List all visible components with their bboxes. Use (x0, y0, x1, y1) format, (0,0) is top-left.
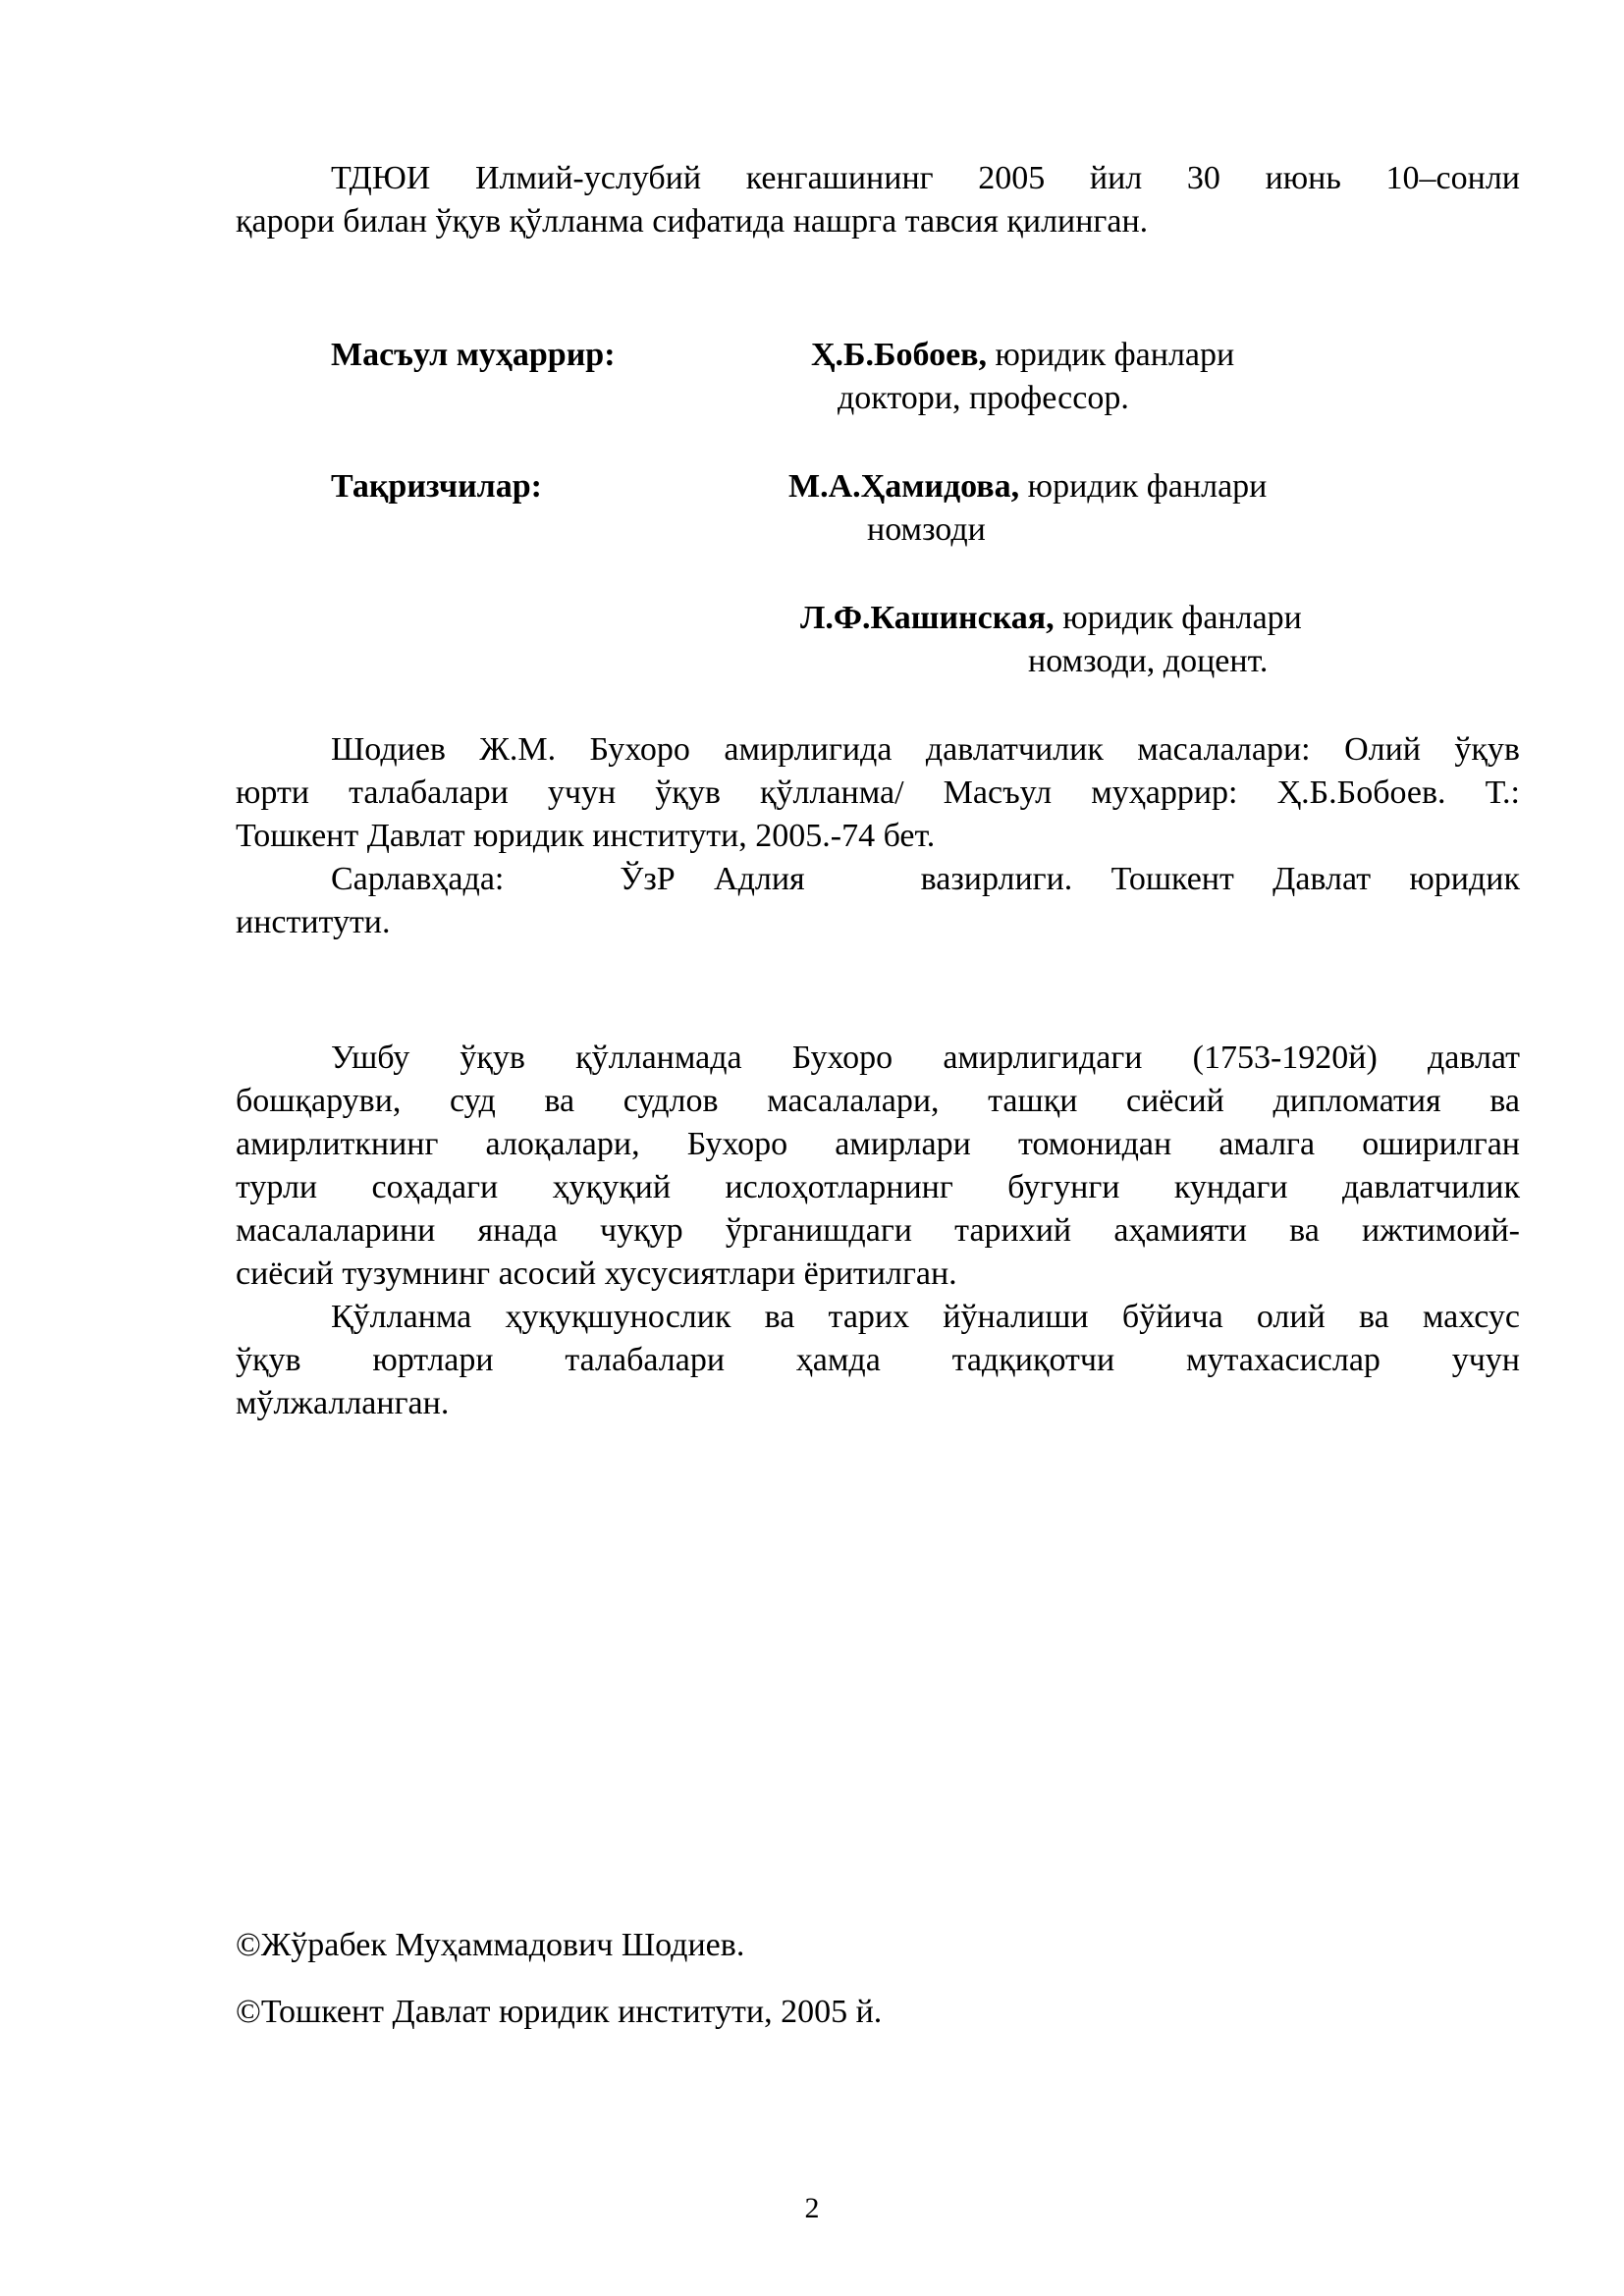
reviewer-entry-1 (788, 465, 1267, 508)
reviewers-role-label: Тақризчилар: (331, 468, 542, 505)
editor-name: Ҳ.Б.Бобоев, (811, 337, 988, 373)
editor-entry (811, 334, 1234, 377)
citation-line-5: институти. (236, 904, 391, 940)
reviewer-2-title-part2: номзоди, доцент. (1028, 643, 1269, 679)
abstract-p1-line: сиёсий тузумнинг асосий хусусиятлари ёритилган. (236, 1255, 957, 1292)
copyright-institute: ©Тошкент Давлат юридик институти, 2005 й. (236, 1994, 883, 2030)
abstract-p1-line: турли соҳадаги ҳуқуқий ислоҳотларнинг бугунги кундаги давлатчилик (236, 1169, 1520, 1205)
abstract-p1-line: бошқаруви, суд ва судлов масалалари, ташқи сиёсий дипломатия ва (236, 1083, 1520, 1119)
abstract-p1-line: амирлиткнинг алоқалари, Бухоро амирлари томонидан амалга оширилган (236, 1126, 1520, 1162)
editor-role-label: Масъул муҳаррир: (331, 337, 616, 373)
reviewer-entry-2 (800, 597, 1302, 640)
editor-title-part2: доктори, профессор. (838, 380, 1129, 416)
abstract-p2-line: ўқув юртлари талабалари ҳамда тадқиқотчи мутахасислар учун (236, 1342, 1520, 1378)
approval-line-2: қарори билан ўқув қўлланма сифатида нашрга тавсия қилинган. (236, 203, 1149, 240)
reviewer-1-title-part1: юридик фанлари (1019, 468, 1268, 505)
abstract-p2-line: Қўлланма ҳуқуқшунослик ва тарих йўналиши бўйича олий ва махсус (331, 1299, 1520, 1335)
reviewer-1-name: М.А.Ҳамидова, (788, 468, 1020, 505)
approval-paragraph (236, 157, 1520, 243)
page-number: 2 (804, 2192, 820, 2224)
reviewer-1-title-part2: номзоди (867, 511, 986, 548)
reviewer-2-name: Л.Ф.Кашинская, (800, 600, 1055, 636)
citation-line-3: Тошкент Давлат юридик институти, 2005.-74 бет. (236, 818, 936, 854)
abstract-paragraph-2 (236, 1296, 1520, 1425)
abstract-p2-line: мўлжалланган. (236, 1385, 450, 1421)
reviewer-2-title-part1: юридик фанлари (1054, 600, 1302, 636)
approval-line-1: ТДЮИ Илмий-услубий кенгашининг 2005 йил 30 июнь 10–сонли (331, 160, 1520, 196)
copyright-author: ©Жўрабек Муҳаммадович Шодиев. (236, 1927, 745, 1963)
editor-title-part1: юридик фанлари (987, 337, 1235, 373)
citation-line-1: Шодиев Ж.М. Бухоро амирлигида давлатчилик масалалари: Олий ўқув (331, 731, 1520, 768)
citation-line-2: юрти талабалари учун ўқув қўлланма/ Масъул муҳаррир: Ҳ.Б.Бобоев. Т.: (236, 774, 1520, 811)
abstract-p1-line: масалаларини янада чуқур ўрганишдаги тарихий аҳамияти ва ижтимоий- (236, 1212, 1520, 1249)
citation-paragraph (236, 728, 1520, 944)
citation-line-4: Сарлавҳада: ЎзР Адлия вазирлиги. Тошкент Давлат юридик (331, 861, 1520, 897)
abstract-paragraph-1 (236, 1037, 1520, 1296)
abstract-p1-line: Ушбу ўқув қўлланмада Бухоро амирлигидаги (1753-1920й) давлат (331, 1040, 1520, 1076)
